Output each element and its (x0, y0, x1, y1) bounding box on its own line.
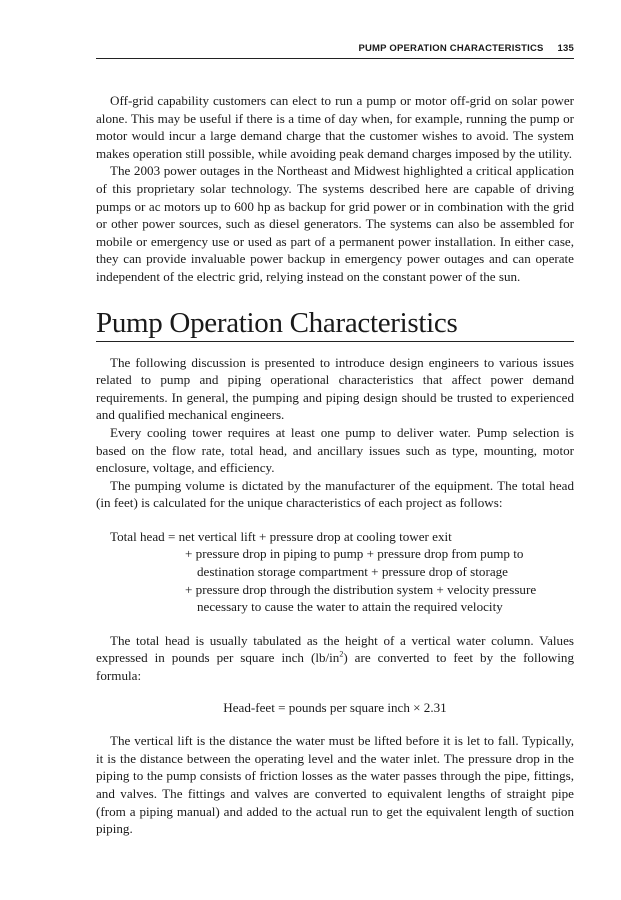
section-paragraph-5: The vertical lift is the distance the water must be lifted before it is let to fall. Typically, it is the distance between the operating level and the water inlet. The pressure drop in the piping to the pump consists of friction losses as the water passes through the pipe, fittings, and valves. The fittings and valves are converted to equivalent lengths of straight pipe (from a piping manual) and added to the actual run to get the equivalent length of suction piping. (96, 733, 574, 837)
page-body (96, 92, 574, 838)
intro-paragraph-2: The 2003 power outages in the Northeast and Midwest highlighted a critical application of this proprietary solar technology. The systems described here are capable of driving pumps or ac motors up to 600 hp as backup for grid power or in combination with the grid or other power sources, such as diesel generators. The systems can also be assembled for mobile or emergency use or used as part of a permanent power installation. In either case, they can provide invaluable power backup in emergency power outages and can operate independent of the electric grid, relying instead on the constant power of the sun. (96, 163, 574, 284)
header-rule (96, 58, 574, 59)
text-run: The total head is usually tabulated as the height of a vertical water column. Values expressed in pounds per square inch (lb/in (96, 632, 574, 666)
intro-paragraph-1: Off-grid capability customers can elect to run a pump or motor off-grid on solar power alone. This may be useful if there is a time of day when, for example, running the pump or motor would incur a large demand charge that the customer wishes to avoid. The system makes operation still possible, while avoiding peak demand charges imposed by the utility. (96, 93, 574, 161)
total-head-formula (110, 528, 574, 616)
section-paragraph-4 (96, 632, 574, 685)
formula-line: Total head = net vertical lift + pressure drop at cooling tower exit (110, 528, 452, 544)
section-paragraph-1: The following discussion is presented to introduce design engineers to various issues related to pump and piping operational characteristics that affect power demand requirements. In general, the pumping and piping design should be trusted to experienced and qualified mechanical engineers. (96, 354, 574, 423)
formula-line: + pressure drop in piping to pump + pressure drop from pump to (185, 546, 524, 562)
section-heading: Pump Operation Characteristics (96, 306, 574, 342)
running-head-title: PUMP OPERATION CHARACTERISTICS (358, 43, 544, 54)
page-number: 135 (557, 43, 574, 54)
section-paragraph-2: Every cooling tower requires at least one pump to deliver water. Pump selection is based on the flow rate, total head, and ancillary issues such as type, mounting, motor enclosure, voltage, and efficiency. (96, 424, 574, 476)
head-feet-formula: Head-feet = pounds per square inch × 2.31 (223, 699, 447, 715)
running-head (96, 43, 574, 54)
section-paragraph-3: The pumping volume is dictated by the manufacturer of the equipment. The total head (in feet) is calculated for the unique characteristics of each project as follows: (96, 477, 574, 511)
formula-line: necessary to cause the water to attain the required velocity (197, 599, 503, 615)
text-run: ) are converted to feet by the following formula: (96, 650, 574, 684)
formula-line: destination storage compartment + pressure drop of storage (197, 564, 508, 580)
superscript: 2 (339, 650, 344, 660)
formula-line: + pressure drop through the distribution system + velocity pressure (185, 581, 537, 597)
